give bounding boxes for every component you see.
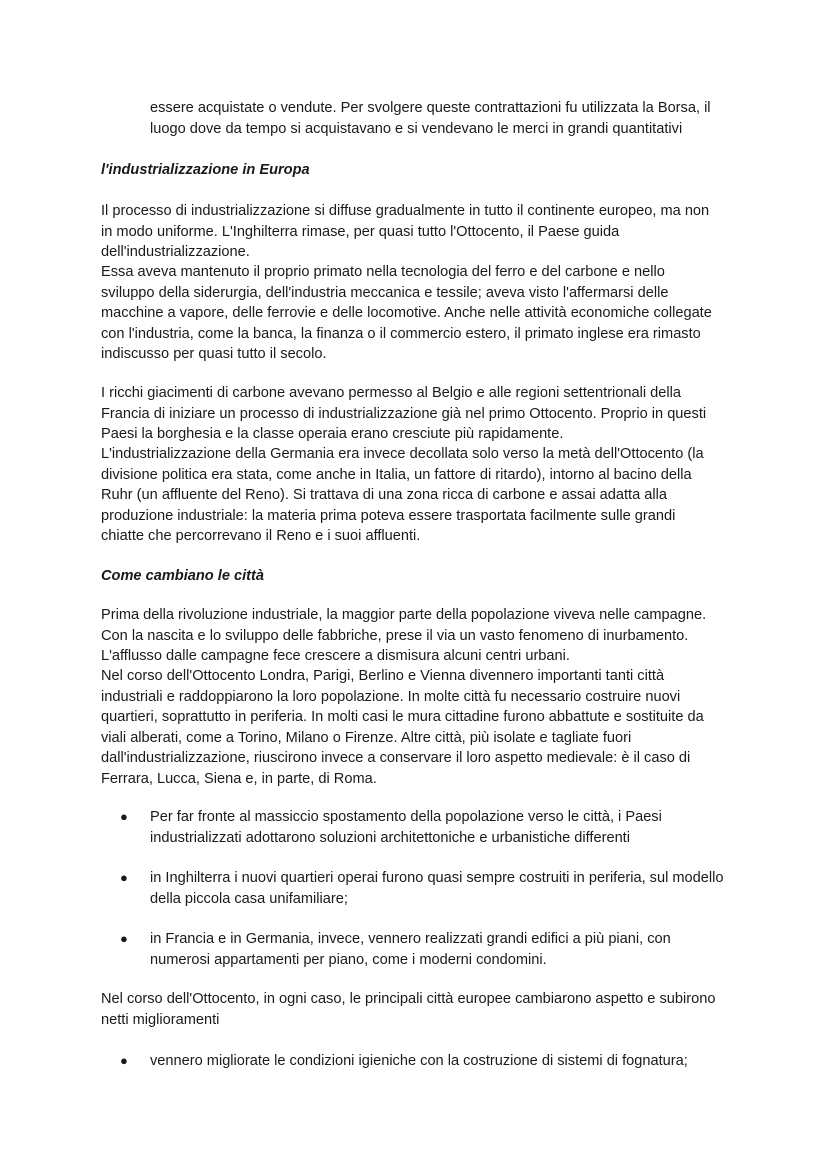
paragraph: Essa aveva mantenuto il proprio primato nella tecnologia del ferro e del carbone e nello sviluppo della siderurgia, dell'industria meccanica e tessile; aveva visto l'affermarsi delle macchine a vapore, delle ferrovie e delle locomotive. Anche nelle attività economiche collegate con l'industria, come la banca, la finanza o il commercio estero, il primato inglese era rimasto indiscusso per quasi tutto il secolo. bbox=[101, 264, 712, 362]
section-heading-industrializzazione: l'industrializzazione in Europa bbox=[101, 162, 310, 178]
list-item-text: Per far fronte al massiccio spostamento della popolazione verso le città, i Paesi industrializzati adottarono soluzioni architettoniche e urbanistiche differenti bbox=[150, 809, 662, 846]
bullet-icon: ● bbox=[120, 1053, 128, 1068]
paragraph: Il processo di industrializzazione si diffuse gradualmente in tutto il continente europeo, ma non in modo uniforme. L'Inghilterra rimase, per quasi tutto l'Ottocento, il Paese guida dell'industrializzazione. bbox=[101, 203, 710, 260]
paragraph: Nel corso dell'Ottocento, in ogni caso, le principali città europee cambiarono aspetto e subirono netti miglioramenti bbox=[101, 991, 716, 1028]
list-item-text: vennero migliorate le condizioni igieniche con la costruzione di sistemi di fognatura; bbox=[150, 1053, 688, 1069]
bullet-icon: ● bbox=[120, 809, 128, 824]
list-item-text: in Francia e in Germania, invece, vennero realizzati grandi edifici a più piani, con numerosi appartamenti per piano, come i moderni condomini. bbox=[150, 931, 671, 968]
paragraph: Nel corso dell'Ottocento Londra, Parigi, Berlino e Vienna divennero importanti tanti città industriali e raddoppiarono la loro popolazione. In molte città fu necessario costruire nuovi quartieri, soprattutto in periferia. In molti casi le mura cittadine furono abbattute e sostituite da viali alberati, come a Torino, Milano o Firenze. Altre città, più isolate e tagliate fuori dall'industrializzazione, riuscirono invece a conservare il loro aspetto medievale: è il caso di Ferrara, Lucca, Siena e, in parte, di Roma. bbox=[101, 668, 704, 787]
list-item-text: in Inghilterra i nuovi quartieri operai furono quasi sempre costruiti in periferia, sul modello della piccola casa unifamiliare; bbox=[150, 870, 724, 907]
paragraph: Prima della rivoluzione industriale, la maggior parte della popolazione viveva nelle campagne. Con la nascita e lo sviluppo delle fabbriche, prese il via un vasto fenomeno di inurbamento. L'afflusso dalle campagne fece crescere a dismisura alcuni centri urbani. bbox=[101, 607, 707, 664]
section-heading-citta: Come cambiano le città bbox=[101, 568, 265, 584]
top-fragment-paragraph: essere acquistate o vendute. Per svolgere queste contrattazioni fu utilizzata la Borsa, il luogo dove da tempo si acquistavano e si vendevano le merci in grandi quantitativi bbox=[150, 100, 711, 137]
bullet-icon: ● bbox=[120, 931, 128, 946]
paragraph: L'industrializzazione della Germania era invece decollata solo verso la metà dell'Ottocento (la divisione politica era stata, come anche in Italia, un fattore di ritardo), intorno al bacino della Ruhr (un affluente del Reno). Si trattava di una zona ricca di carbone e assai adatta alla produzione industriale: la materia prima poteva essere trasportata facilmente sulle grandi chiatte che percorrevano il Reno e i suoi affluenti. bbox=[101, 446, 704, 544]
paragraph: I ricchi giacimenti di carbone avevano permesso al Belgio e alle regioni settentrionali della Francia di iniziare un processo di industrializzazione già nel primo Ottocento. Proprio in questi Paesi la borghesia e la classe operaia erano cresciute più rapidamente. bbox=[101, 385, 707, 442]
bullet-icon: ● bbox=[120, 870, 128, 885]
